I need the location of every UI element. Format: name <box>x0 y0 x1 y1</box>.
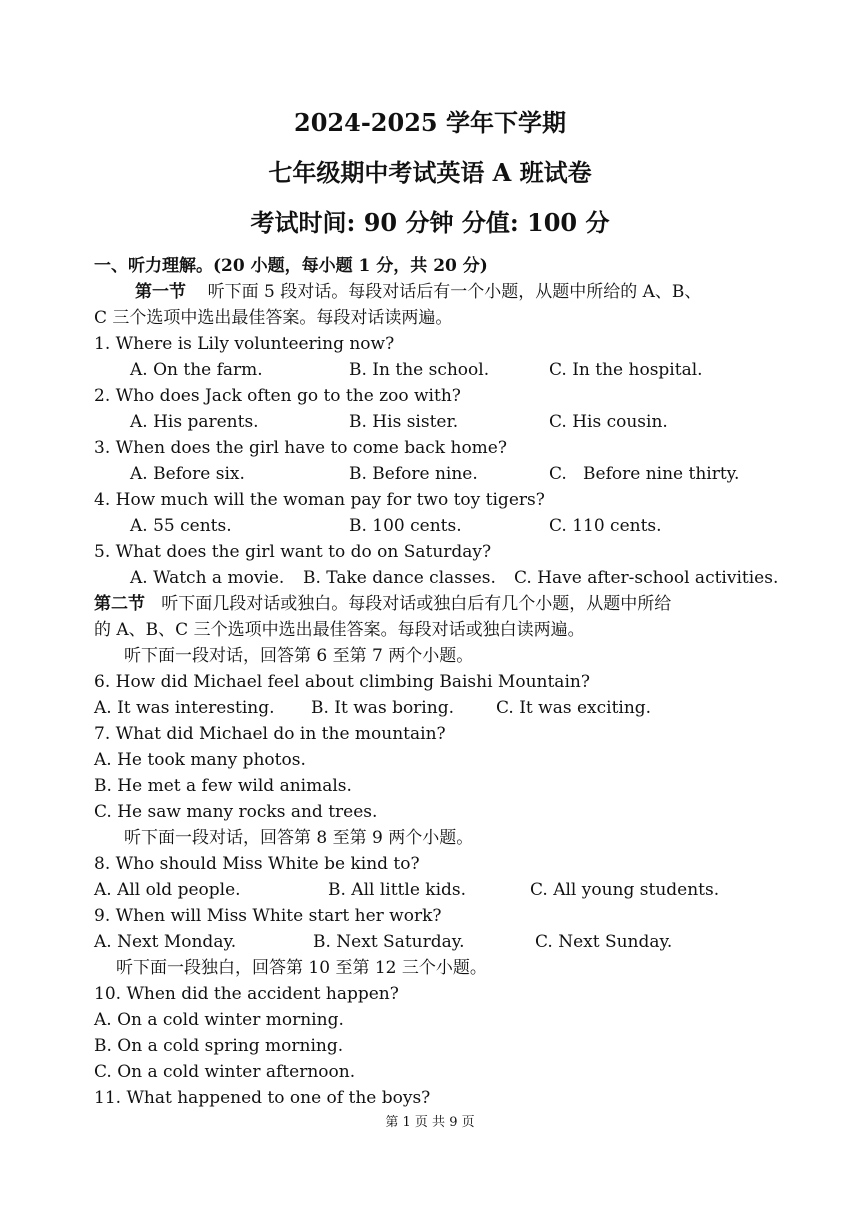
question-4-stem: 4. How much will the woman pay for two toy tigers? <box>94 490 545 510</box>
question-9-option-a: A. Next Monday. <box>94 932 237 952</box>
question-7-option-b: B. He met a few wild animals. <box>94 776 352 796</box>
question-8-option-b: B. All little kids. <box>328 880 467 900</box>
question-5-stem: 5. What does the girl want to do on Saturday? <box>94 542 492 562</box>
question-3-option-a: A. Before six. <box>130 464 245 484</box>
question-3-option-b: B. Before nine. <box>349 464 478 484</box>
question-1-option-a: A. On the farm. <box>130 360 263 380</box>
question-11-stem: 11. What happened to one of the boys? <box>94 1088 431 1108</box>
question-7-option-a: A. He took many photos. <box>94 750 306 770</box>
question-2-option-c: C. His cousin. <box>549 412 668 432</box>
question-1-option-c: C. In the hospital. <box>549 360 703 380</box>
part1-text-a: 听下面 5 段对话。每段对话后有一个小题，从题中所给的 A、B、 <box>207 282 702 302</box>
section-listening-heading: 一、听力理解。(20 小题，每小题 1 分，共 20 分) <box>94 256 488 276</box>
question-2-option-a: A. His parents. <box>130 412 259 432</box>
part2-instruction <box>94 592 671 616</box>
exam-time-score: 考试时间: 90 分钟 分值: 100 分 <box>250 208 610 237</box>
page-number-footer: 第 1 页 共 9 页 <box>385 1115 475 1130</box>
question-8-stem: 8. Who should Miss White be kind to? <box>94 854 420 874</box>
instruction-q10-12: 听下面一段独白，回答第 10 至第 12 三个小题。 <box>116 958 487 978</box>
question-5-option-a: A. Watch a movie. <box>130 568 285 588</box>
exam-year-title: 2024-2025 学年下学期 <box>294 108 566 137</box>
question-5-option-b: B. Take dance classes. <box>303 568 496 588</box>
question-4-option-b: B. 100 cents. <box>349 516 462 536</box>
part2-text-a: 听下面几段对话或独白。每段对话或独白后有几个小题，从题中所给 <box>161 594 672 614</box>
part2-label: 第二节 <box>94 594 145 614</box>
question-9-stem: 9. When will Miss White start her work? <box>94 906 442 926</box>
instruction-q8-9: 听下面一段对话，回答第 8 至第 9 两个小题。 <box>124 828 474 848</box>
exam-name-title: 七年级期中考试英语 A 班试卷 <box>268 158 592 187</box>
question-6-option-b: B. It was boring. <box>311 698 454 718</box>
question-6-option-a: A. It was interesting. <box>94 698 275 718</box>
instruction-q6-7: 听下面一段对话，回答第 6 至第 7 两个小题。 <box>124 646 474 666</box>
question-8-option-a: A. All old people. <box>94 880 241 900</box>
question-4-option-c: C. 110 cents. <box>549 516 662 536</box>
question-3-option-c: C. Before nine thirty. <box>549 464 740 484</box>
question-7-option-c: C. He saw many rocks and trees. <box>94 802 378 822</box>
question-6-stem: 6. How did Michael feel about climbing Baishi Mountain? <box>94 672 590 692</box>
part1-label: 第一节 <box>135 282 186 302</box>
question-2-option-b: B. His sister. <box>349 412 459 432</box>
question-2-stem: 2. Who does Jack often go to the zoo with? <box>94 386 461 406</box>
question-7-stem: 7. What did Michael do in the mountain? <box>94 724 446 744</box>
part1-instruction <box>135 280 701 304</box>
question-10-stem: 10. When did the accident happen? <box>94 984 399 1004</box>
question-8-option-c: C. All young students. <box>530 880 720 900</box>
question-3-stem: 3. When does the girl have to come back home? <box>94 438 507 458</box>
question-10-option-c: C. On a cold winter afternoon. <box>94 1062 356 1082</box>
question-10-option-a: A. On a cold winter morning. <box>94 1010 344 1030</box>
question-4-option-a: A. 55 cents. <box>130 516 232 536</box>
question-9-option-c: C. Next Sunday. <box>535 932 673 952</box>
question-6-option-c: C. It was exciting. <box>496 698 652 718</box>
question-9-option-b: B. Next Saturday. <box>313 932 465 952</box>
part2-text-b: 的 A、B、C 三个选项中选出最佳答案。每段对话或独白读两遍。 <box>94 620 585 640</box>
part1-text-b: C 三个选项中选出最佳答案。每段对话读两遍。 <box>94 308 453 328</box>
question-1-stem: 1. Where is Lily volunteering now? <box>94 334 395 354</box>
question-10-option-b: B. On a cold spring morning. <box>94 1036 344 1056</box>
question-5-option-c: C. Have after-school activities. <box>514 568 779 588</box>
question-1-option-b: B. In the school. <box>349 360 490 380</box>
